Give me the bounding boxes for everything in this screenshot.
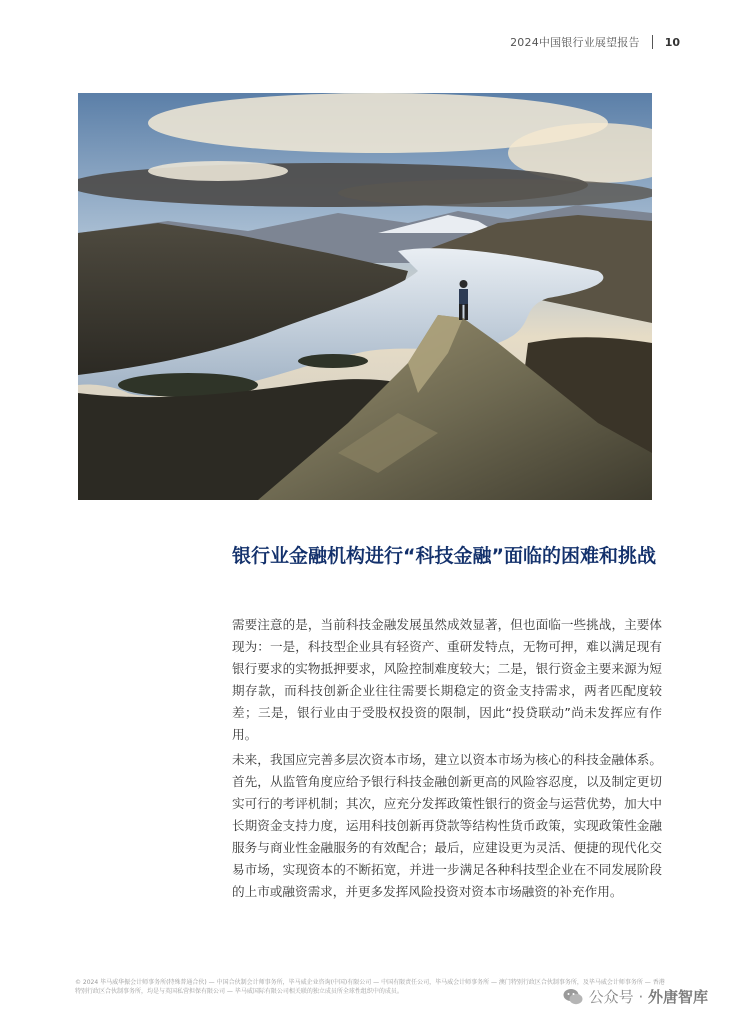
watermark <box>563 986 708 1007</box>
page-number: 10 <box>664 35 680 49</box>
section-title: 银行业金融机构进行“科技金融”面临的困难和挑战 <box>232 545 656 567</box>
page-header <box>510 34 680 50</box>
hero-landscape-photo <box>78 93 652 500</box>
report-title: 2024中国银行业展望报告 <box>510 36 640 49</box>
body-paragraph-1: 需要注意的是，当前科技金融发展虽然成效显著，但也面临一些挑战，主要体现为：一是，科技型企业具有轻资产、重研发特点，无物可押，难以满足现有银行要求的实物抵押要求，风险控制难度较大；二是，银行资金主要来源为短期存款，而科技创新企业往往需要长期稳定的资金支持需求，两者匹配度较差；三是，银行业由于受股权投资的限制，因此“投贷联动”尚未发挥应有作用。 <box>232 617 662 742</box>
body-paragraph-2: 未来，我国应完善多层次资本市场，建立以资本市场为核心的科技金融体系。首先，从监管角度应给予银行科技金融创新更高的风险容忍度，以及制定更切实可行的考评机制；其次，应充分发挥政策性银行的资金与运营优势，加大中长期资金支持力度，运用科技创新再贷款等结构性货币政策，实现政策性金融服务与商业性金融服务的有效配合；最后，应建设更为灵活、便捷的现代化交易市场，实现资本的不断拓宽，并进一步满足各种科技型企业在不同发展阶段的上市或融资需求，并更多发挥风险投资对资本市场融资的补充作用。 <box>232 752 662 899</box>
wechat-icon <box>563 988 583 1006</box>
watermark-label: 公众号 · <box>588 988 648 1006</box>
header-divider <box>652 35 653 49</box>
legal-footer: © 2024 毕马威华振会计师事务所(特殊普通合伙) — 中国合伙制会计师事务所，毕马威企业咨询(中国)有限公司 — 中国有限责任公司，毕马威会计师事务所 — 澳门特别行政区合伙制事务所，及毕马威会计师事务所 — 香港特别行政区合伙制事务所，均是与英国私营担保有限公司 — 毕马威国际有限公司相关联的独立成员所全球性组织中的成员。 <box>75 979 665 995</box>
watermark-name: 外唐智库 <box>647 988 708 1006</box>
